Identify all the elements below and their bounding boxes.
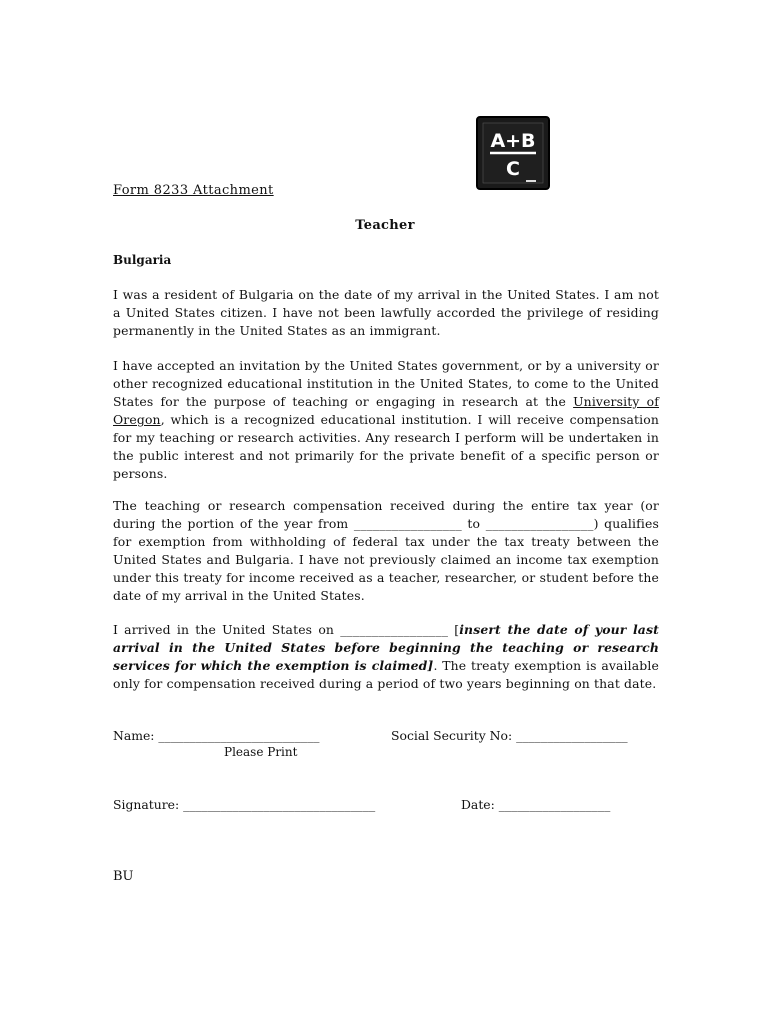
paragraph-invitation: [113, 357, 659, 483]
form-title: Form 8233 Attachment: [113, 183, 274, 198]
logo-text-bottom: C: [506, 158, 520, 180]
paragraph-residency: I was a resident of Bulgaria on the date of my arrival in the United States. I am not a United States citizen. I have not been lawfully accorded the privilege of residing permanently in the United States as an immigrant.: [113, 287, 659, 338]
invitation-text-end: , which is a recognized educational institution. I will receive compensation for my teaching or research activities. Any research I perform will be undertaken in the public interest and not primarily for the private benefit of a specific person or persons.: [113, 412, 659, 481]
institution-name: University of Oregon: [113, 394, 659, 427]
country-label: Bulgaria: [113, 253, 172, 267]
ssn-field[interactable]: Social Security No: __________________: [391, 728, 628, 743]
footer-code: BU: [113, 869, 134, 884]
please-print-hint: Please Print: [224, 745, 298, 759]
signature-field[interactable]: Signature: _______________________________: [113, 797, 376, 812]
arrival-text-start: I arrived in the United States on _________________ [: [113, 622, 460, 637]
logo-text-top: A+B: [490, 130, 536, 152]
paragraph-arrival: [113, 621, 659, 693]
chalkboard-logo: [474, 114, 552, 194]
arrival-instruction: insert the date of your last arrival in the United States before beginning the teaching or research services for which the exemption is claimed]: [113, 622, 659, 673]
name-field[interactable]: Name: __________________________: [113, 728, 320, 743]
paragraph-compensation: The teaching or research compensation received during the entire tax year (or during the portion of the year from _________________ to _________________) qualifies for exemption from withholding of federal tax under the tax treaty between the United States and Bulgaria. I have not previously claimed an income tax exemption under this treaty for income received as a teacher, researcher, or student before the date of my arrival in the United States.: [113, 498, 659, 603]
date-field[interactable]: Date: __________________: [461, 797, 611, 812]
document-heading: Teacher: [355, 218, 415, 233]
invitation-text-start: I have accepted an invitation by the United States government, or by a university or other recognized educational institution in the United States, to come to the United States for the purpose of teaching or engaging in research at the: [113, 358, 659, 409]
arrival-text-end: . The treaty exemption is available only for compensation received during a period of two years beginning on that date.: [113, 658, 659, 691]
